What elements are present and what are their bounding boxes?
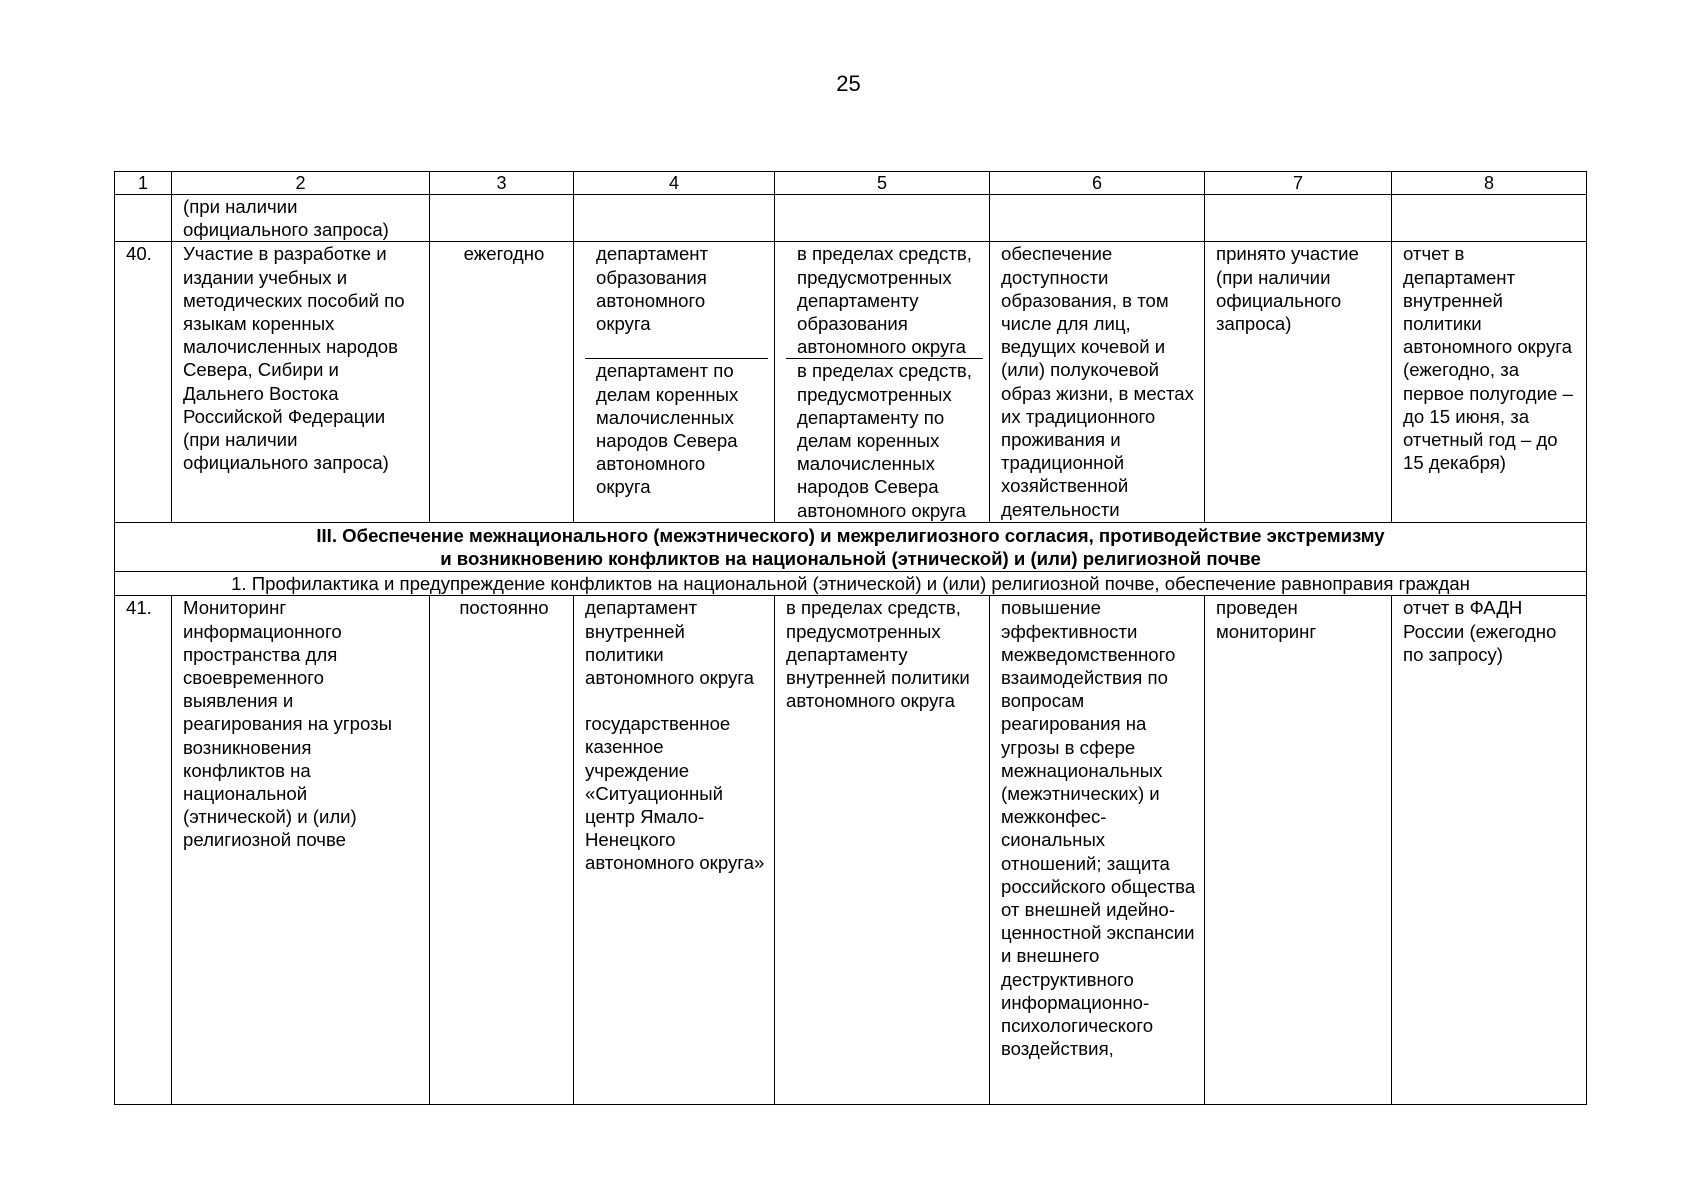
table-row-40 xyxy=(115,242,1587,522)
indicator-cell: проведен мониторинг xyxy=(1205,596,1392,1105)
subsection-heading-row xyxy=(115,572,1587,596)
executor-1: департамент образования автономного округа xyxy=(585,242,768,359)
executor-2: департамент по делам коренных малочисленных народов Севера автономного округа xyxy=(596,360,739,498)
period-cell: ежегодно xyxy=(430,242,574,522)
section-heading xyxy=(115,522,1587,571)
column-number: 6 xyxy=(990,172,1205,195)
funding-cell xyxy=(775,242,990,522)
table-cell xyxy=(430,195,574,242)
measure-cell: Участие в разработке и издании учебных и методических пособий по языкам коренных малочисленных народов Севера, Сибири и Дальнего Востока Российской Федерации (при наличии официального запроса) xyxy=(172,242,430,522)
row-number: 41. xyxy=(115,596,172,1105)
reporting-cell: отчет в департамент внутренней политики автономного округа (ежегодно, за первое полугодие – до 15 июня, за отчетный год – до 15 декабря) xyxy=(1392,242,1587,522)
measure-cell: Мониторинг информационного пространства для своевременного выявления и реагирования на угрозы возникновения конфликтов на национальной (этнической) и (или) религиозной почве xyxy=(172,596,430,1105)
funding-2: в пределах средств, предусмотренных департаменту по делам коренных малочисленных народов Севера автономного округа xyxy=(797,360,972,521)
section-heading-line: III. Обеспечение межнационального (межэтнического) и межрелигиозного согласия, противодействие экстремизму xyxy=(316,524,1385,546)
column-number: 1 xyxy=(115,172,172,195)
table-row-41 xyxy=(115,596,1587,1105)
page-number: 25 xyxy=(836,71,861,96)
row-number: 40. xyxy=(115,242,172,522)
executor-2: государственное казенное учреждение «Ситуационный центр Ямало-Ненецкого автономного округа» xyxy=(585,713,765,874)
table-cell xyxy=(574,195,775,242)
reporting-cell: отчет в ФАДН России (ежегодно по запросу) xyxy=(1392,596,1587,1105)
column-number: 5 xyxy=(775,172,990,195)
period-cell: постоянно xyxy=(430,596,574,1105)
result-cell: повышение эффективности межведомственного взаимодействия по вопросам реагирования на угрозы в сфере межнациональных (межэтнических) и межконфес-сиональных отношений; защита российского общества от внешней идейно-ценностной экспансии и внешнего деструктивного информационно-психологического воздействия, xyxy=(990,596,1205,1105)
column-number: 2 xyxy=(172,172,430,195)
section-heading-line: и возникновению конфликтов на национальной (этнической) и (или) религиозной почве xyxy=(440,548,1261,570)
column-number-row xyxy=(115,172,1587,195)
measures-table xyxy=(114,171,1587,1105)
column-number: 8 xyxy=(1392,172,1587,195)
measure-cell: (при наличии официального запроса) xyxy=(172,195,430,242)
subsection-heading: 1. Профилактика и предупреждение конфликтов на национальной (этнической) и (или) религиозной почве, обеспечение равноправия граждан xyxy=(115,572,1587,596)
executor-1: департамент внутренней политики автономного округа xyxy=(585,597,754,689)
column-number: 4 xyxy=(574,172,775,195)
table-cell xyxy=(1205,195,1392,242)
paragraph-gap xyxy=(585,689,768,712)
table-cell xyxy=(1392,195,1587,242)
funding-1: в пределах средств, предусмотренных департаменту образования автономного округа xyxy=(786,242,983,359)
continuation-row xyxy=(115,195,1587,242)
table-cell xyxy=(990,195,1205,242)
executor-cell xyxy=(574,596,775,1105)
funding-cell: в пределах средств, предусмотренных департаменту внутренней политики автономного округа xyxy=(775,596,990,1105)
executor-cell xyxy=(574,242,775,522)
table-cell xyxy=(115,195,172,242)
column-number: 3 xyxy=(430,172,574,195)
column-number: 7 xyxy=(1205,172,1392,195)
table-cell xyxy=(775,195,990,242)
indicator-cell: принято участие (при наличии официального запроса) xyxy=(1205,242,1392,522)
section-heading-row xyxy=(115,522,1587,571)
result-cell: обеспечение доступности образования, в том числе для лиц, ведущих кочевой и (или) полукочевой образ жизни, в местах их традиционного проживания и традиционной хозяйственной деятельности xyxy=(990,242,1205,522)
